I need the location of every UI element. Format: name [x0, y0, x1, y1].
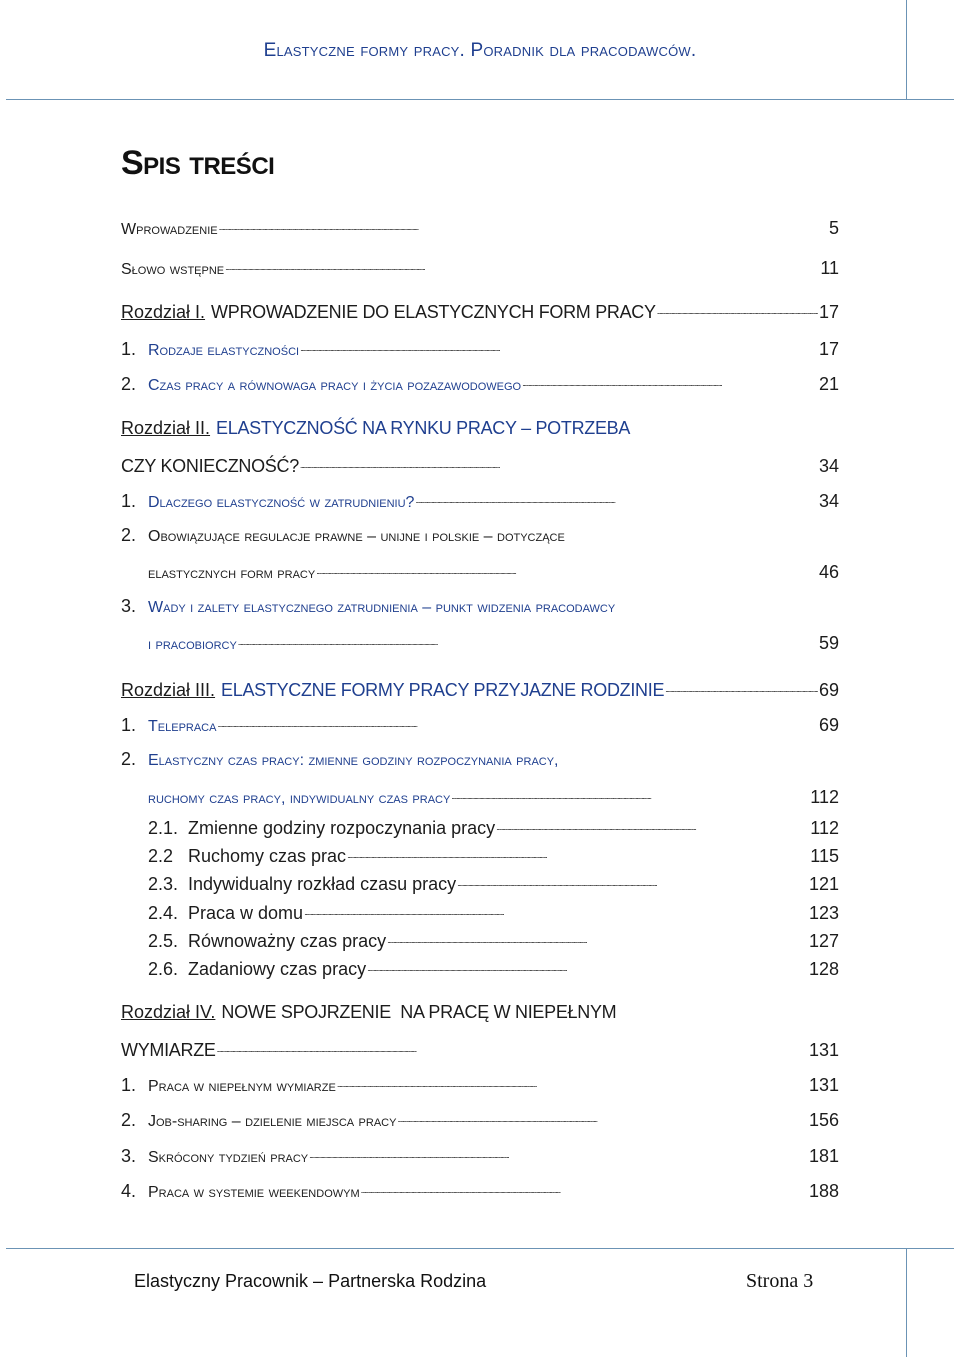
toc-leader: [496, 816, 809, 834]
toc-leader: [337, 1073, 808, 1091]
toc-entry-title: Czas pracy a równowaga pracy i życia pozazawodowego: [148, 377, 522, 394]
toc-entry-number: 2.2: [148, 846, 174, 866]
footer-page-number: Strona 3: [746, 1270, 814, 1292]
toc-entry-continued[interactable]: [121, 454, 839, 477]
toc-entry-continued[interactable]: [121, 560, 839, 583]
toc-leader: [309, 1144, 808, 1162]
toc-entry-page: 123: [808, 903, 839, 923]
toc-entry-page: 46: [818, 562, 839, 582]
toc-entry-page: 131: [808, 1040, 839, 1060]
toc-subentry[interactable]: [148, 929, 839, 952]
toc-entry-page: 112: [810, 818, 839, 838]
toc-entry[interactable]: [121, 713, 839, 736]
toc-chapter-title: WPROWADZENIE DO ELASTYCZNYCH FORM PRACY: [211, 302, 656, 322]
toc-entry[interactable]: [121, 489, 839, 512]
toc-entry-page: 156: [808, 1110, 839, 1130]
toc-entry-title: Obowiązujące regulacje prawne – unijne i polskie – dotyczące: [148, 528, 565, 545]
toc-chapter-entry[interactable]: [121, 1002, 839, 1023]
footer-rule: [6, 1248, 954, 1249]
toc-entry-title: Praca w niepełnym wymiarze: [148, 1078, 336, 1095]
toc-entry-number: 2.: [121, 1110, 137, 1130]
toc-entry[interactable]: [121, 525, 839, 546]
toc-entry-title: elastycznych form pracy: [148, 565, 316, 582]
toc-entry-number: 1.: [121, 1075, 137, 1095]
toc-leader: [238, 631, 818, 649]
toc-entry-page: 11: [820, 258, 839, 278]
toc-entry-number: 1.: [121, 715, 137, 735]
toc-entry-page: 69: [818, 680, 839, 700]
toc-entry-title: i pracobiorcy: [148, 636, 237, 653]
toc-entry[interactable]: [121, 256, 839, 279]
toc-entry-title: Zmienne godziny rozpoczynania pracy: [188, 818, 496, 838]
toc-entry-page: 17: [818, 339, 839, 359]
toc-entry-page: 127: [808, 931, 839, 951]
toc-entry-title: Praca w domu: [188, 903, 304, 923]
toc-entry-number: 3.: [121, 1146, 137, 1166]
toc-chapter-label: Rozdział III.: [121, 680, 216, 700]
toc-entry-page: 181: [808, 1146, 839, 1166]
toc-entry-page: 188: [808, 1181, 839, 1201]
toc-chapter-entry[interactable]: [121, 300, 839, 323]
toc-entry-title: Równoważny czas pracy: [188, 931, 387, 951]
toc-entry-title: Praca w systemie weekendowym: [148, 1184, 360, 1201]
toc-chapter-title: ELASTYCZNE FORMY PRACY PRZYJAZNE RODZINIE: [221, 680, 665, 700]
header-vertical-rule: [906, 0, 907, 99]
toc-entry-page: 21: [818, 374, 839, 394]
toc-entry-page: 121: [808, 874, 839, 894]
toc-chapter-title: WYMIARZE: [121, 1040, 216, 1060]
toc-subentry[interactable]: [148, 844, 839, 867]
toc-leader: [397, 1108, 808, 1126]
toc-entry[interactable]: [121, 337, 839, 360]
toc-leader: [316, 560, 818, 578]
toc-entry-title: Słowo wstępne: [121, 261, 225, 278]
toc-leader: [361, 1179, 808, 1197]
toc-subentry[interactable]: [148, 816, 839, 839]
toc-chapter-label: Rozdział II.: [121, 418, 211, 438]
toc-entry[interactable]: [121, 372, 839, 395]
toc-entry-number: 1.: [121, 339, 137, 359]
toc-entry-page: 69: [818, 715, 839, 735]
toc-leader: [300, 454, 818, 472]
toc-leader: [665, 678, 818, 696]
toc-entry[interactable]: [121, 1144, 839, 1167]
toc-subentry[interactable]: [148, 901, 839, 924]
toc-leader: [457, 872, 808, 890]
toc-chapter-title: NOWE SPOJRZENIE NA PRACĘ W NIEPEŁNYM: [221, 1002, 617, 1022]
toc-entry-continued[interactable]: [121, 785, 839, 808]
toc-entry[interactable]: [121, 216, 839, 239]
toc-leader: [304, 901, 808, 919]
toc-entry-title: ruchomy czas pracy, indywidualny czas pracy: [148, 790, 451, 807]
toc-entry-number: 4.: [121, 1181, 137, 1201]
toc-entry-title: Ruchomy czas prac: [188, 846, 347, 866]
toc-entry-page: 5: [828, 218, 839, 238]
toc-entry-title: Job-sharing – dzielenie miejsca pracy: [148, 1113, 397, 1130]
toc-subentry[interactable]: [148, 872, 839, 895]
toc-chapter-label: Rozdział IV.: [121, 1002, 216, 1022]
toc-entry-page: 115: [810, 846, 839, 866]
toc-leader: [657, 300, 818, 318]
toc-entry-title: Rodzaje elastyczności: [148, 342, 300, 359]
toc-entry-continued[interactable]: [121, 1038, 839, 1061]
toc-entry-number: 2.6.: [148, 959, 179, 979]
toc-entry[interactable]: [121, 1108, 839, 1131]
toc-chapter-title: CZY KONIECZNOŚĆ?: [121, 456, 299, 476]
toc-entry-page: 34: [818, 491, 839, 511]
toc-leader: [347, 844, 809, 862]
toc-heading: Spis treści: [121, 144, 275, 182]
toc-entry[interactable]: [121, 749, 839, 770]
toc-entry[interactable]: [121, 1073, 839, 1096]
toc-entry-number: 2.: [121, 749, 137, 769]
toc-entry[interactable]: [121, 596, 839, 617]
toc-entry-number: 2.3.: [148, 874, 179, 894]
toc-entry-page: 59: [818, 633, 839, 653]
toc-entry-page: 128: [808, 959, 839, 979]
running-header: Elastyczne formy pracy. Poradnik dla pracodawców.: [263, 40, 697, 61]
toc-entry-page: 131: [808, 1075, 839, 1095]
toc-leader: [451, 785, 809, 803]
toc-entry-title: Telepraca: [148, 718, 217, 735]
toc-entry-page: 112: [810, 787, 839, 807]
toc-entry-continued[interactable]: [121, 631, 839, 654]
toc-entry-number: 2.: [121, 374, 137, 394]
toc-leader: [219, 216, 828, 234]
toc-entry-title: Zadaniowy czas pracy: [188, 959, 367, 979]
toc-entry-number: 2.4.: [148, 903, 179, 923]
toc-chapter-label: Rozdział I.: [121, 302, 206, 322]
toc-leader: [300, 337, 818, 355]
toc-leader: [522, 372, 818, 390]
toc-leader: [367, 957, 808, 975]
header-rule: [6, 99, 954, 100]
toc-entry-title: Wprowadzenie: [121, 221, 218, 238]
toc-entry-number: 2.: [121, 525, 137, 545]
footer-publication-name: Elastyczny Pracownik – Partnerska Rodzina: [134, 1271, 487, 1291]
toc-entry-title: Skrócony tydzień pracy: [148, 1149, 309, 1166]
toc-chapter-title: ELASTYCZNOŚĆ NA RYNKU PRACY – POTRZEBA: [216, 418, 631, 438]
toc-chapter-entry[interactable]: [121, 418, 839, 439]
toc-entry-number: 1.: [121, 491, 137, 511]
toc-subentry[interactable]: [148, 957, 839, 980]
toc-chapter-entry[interactable]: [121, 678, 839, 701]
toc-leader: [217, 713, 818, 731]
toc-entry-page: 17: [818, 302, 839, 322]
toc-entry-number: 2.5.: [148, 931, 179, 951]
toc-entry[interactable]: [121, 1179, 839, 1202]
toc-leader: [415, 489, 818, 507]
toc-leader: [387, 929, 808, 947]
toc-entry-title: Wady i zalety elastycznego zatrudnienia – punkt widzenia pracodawcy: [148, 599, 616, 616]
footer-vertical-rule: [906, 1248, 907, 1357]
toc-entry-number: 2.1.: [148, 818, 179, 838]
toc-entry-title: Dlaczego elastyczność w zatrudnieniu?: [148, 494, 415, 511]
toc-leader: [217, 1038, 808, 1056]
toc-entry-number: 3.: [121, 596, 137, 616]
toc-entry-page: 34: [818, 456, 839, 476]
toc-entry-title: Elastyczny czas pracy: zmienne godziny rozpoczynania pracy,: [148, 752, 559, 769]
toc-leader: [225, 256, 819, 274]
toc-entry-title: Indywidualny rozkład czasu pracy: [188, 874, 457, 894]
